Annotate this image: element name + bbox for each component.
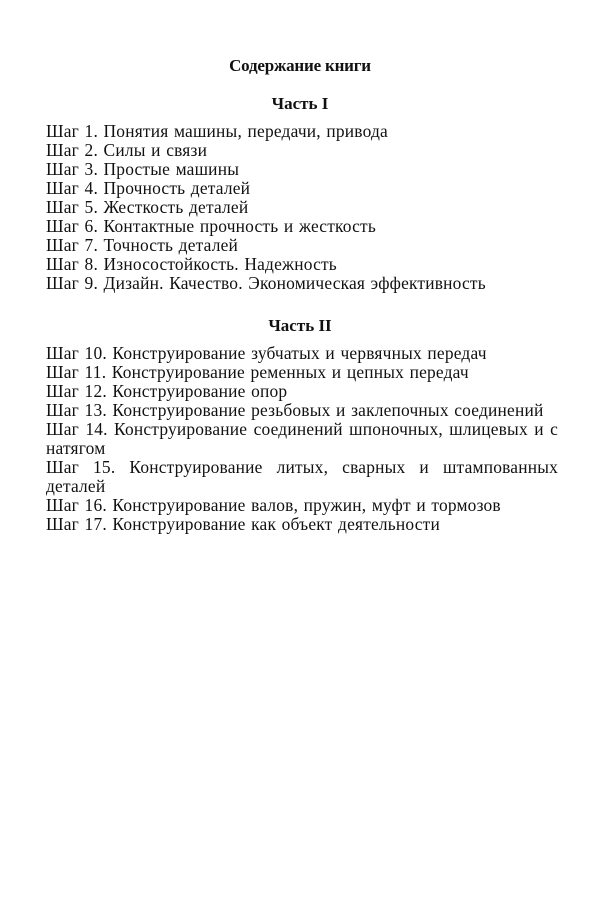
toc-item-step-5: Шаг 5. Жесткость деталей: [46, 197, 249, 217]
part-1-step-list: [46, 122, 558, 293]
toc-item-step-12: Шаг 12. Конструирование опор: [46, 381, 288, 401]
toc-item-step-1: Шаг 1. Понятия машины, передачи, привода: [46, 121, 388, 141]
toc-item-step-7: Шаг 7. Точность деталей: [46, 235, 239, 255]
toc-item-step-2: Шаг 2. Силы и связи: [46, 140, 208, 160]
toc-item-step-15: Шаг 15. Конструирование литых, сварных и штампованных деталей: [46, 457, 558, 496]
toc-item-step-9: Шаг 9. Дизайн. Качество. Экономическая эффективность: [46, 273, 486, 293]
toc-item-step-10: Шаг 10. Конструирование зубчатых и червячных передач: [46, 343, 487, 363]
page-title: Содержание книги: [229, 56, 371, 75]
toc-item-step-4: Шаг 4. Прочность деталей: [46, 178, 251, 198]
toc-item-step-16: Шаг 16. Конструирование валов, пружин, муфт и тормозов: [46, 495, 501, 515]
toc-item-step-14: Шаг 14. Конструирование соединений шпоночных, шлицевых и с натягом: [46, 419, 558, 458]
toc-item-step-11: Шаг 11. Конструирование ременных и цепных передач: [46, 362, 469, 382]
toc-item-step-3: Шаг 3. Простые машины: [46, 159, 240, 179]
toc-item-step-17: Шаг 17. Конструирование как объект деятельности: [46, 514, 440, 534]
part-2-step-list: [46, 344, 558, 534]
part-heading-1: Часть I: [271, 94, 329, 113]
part-heading-2: Часть II: [268, 316, 332, 335]
toc-item-step-6: Шаг 6. Контактные прочность и жесткость: [46, 216, 376, 236]
toc-item-step-13: Шаг 13. Конструирование резьбовых и заклепочных соединений: [46, 400, 544, 420]
toc-item-step-8: Шаг 8. Износостойкость. Надежность: [46, 254, 337, 274]
